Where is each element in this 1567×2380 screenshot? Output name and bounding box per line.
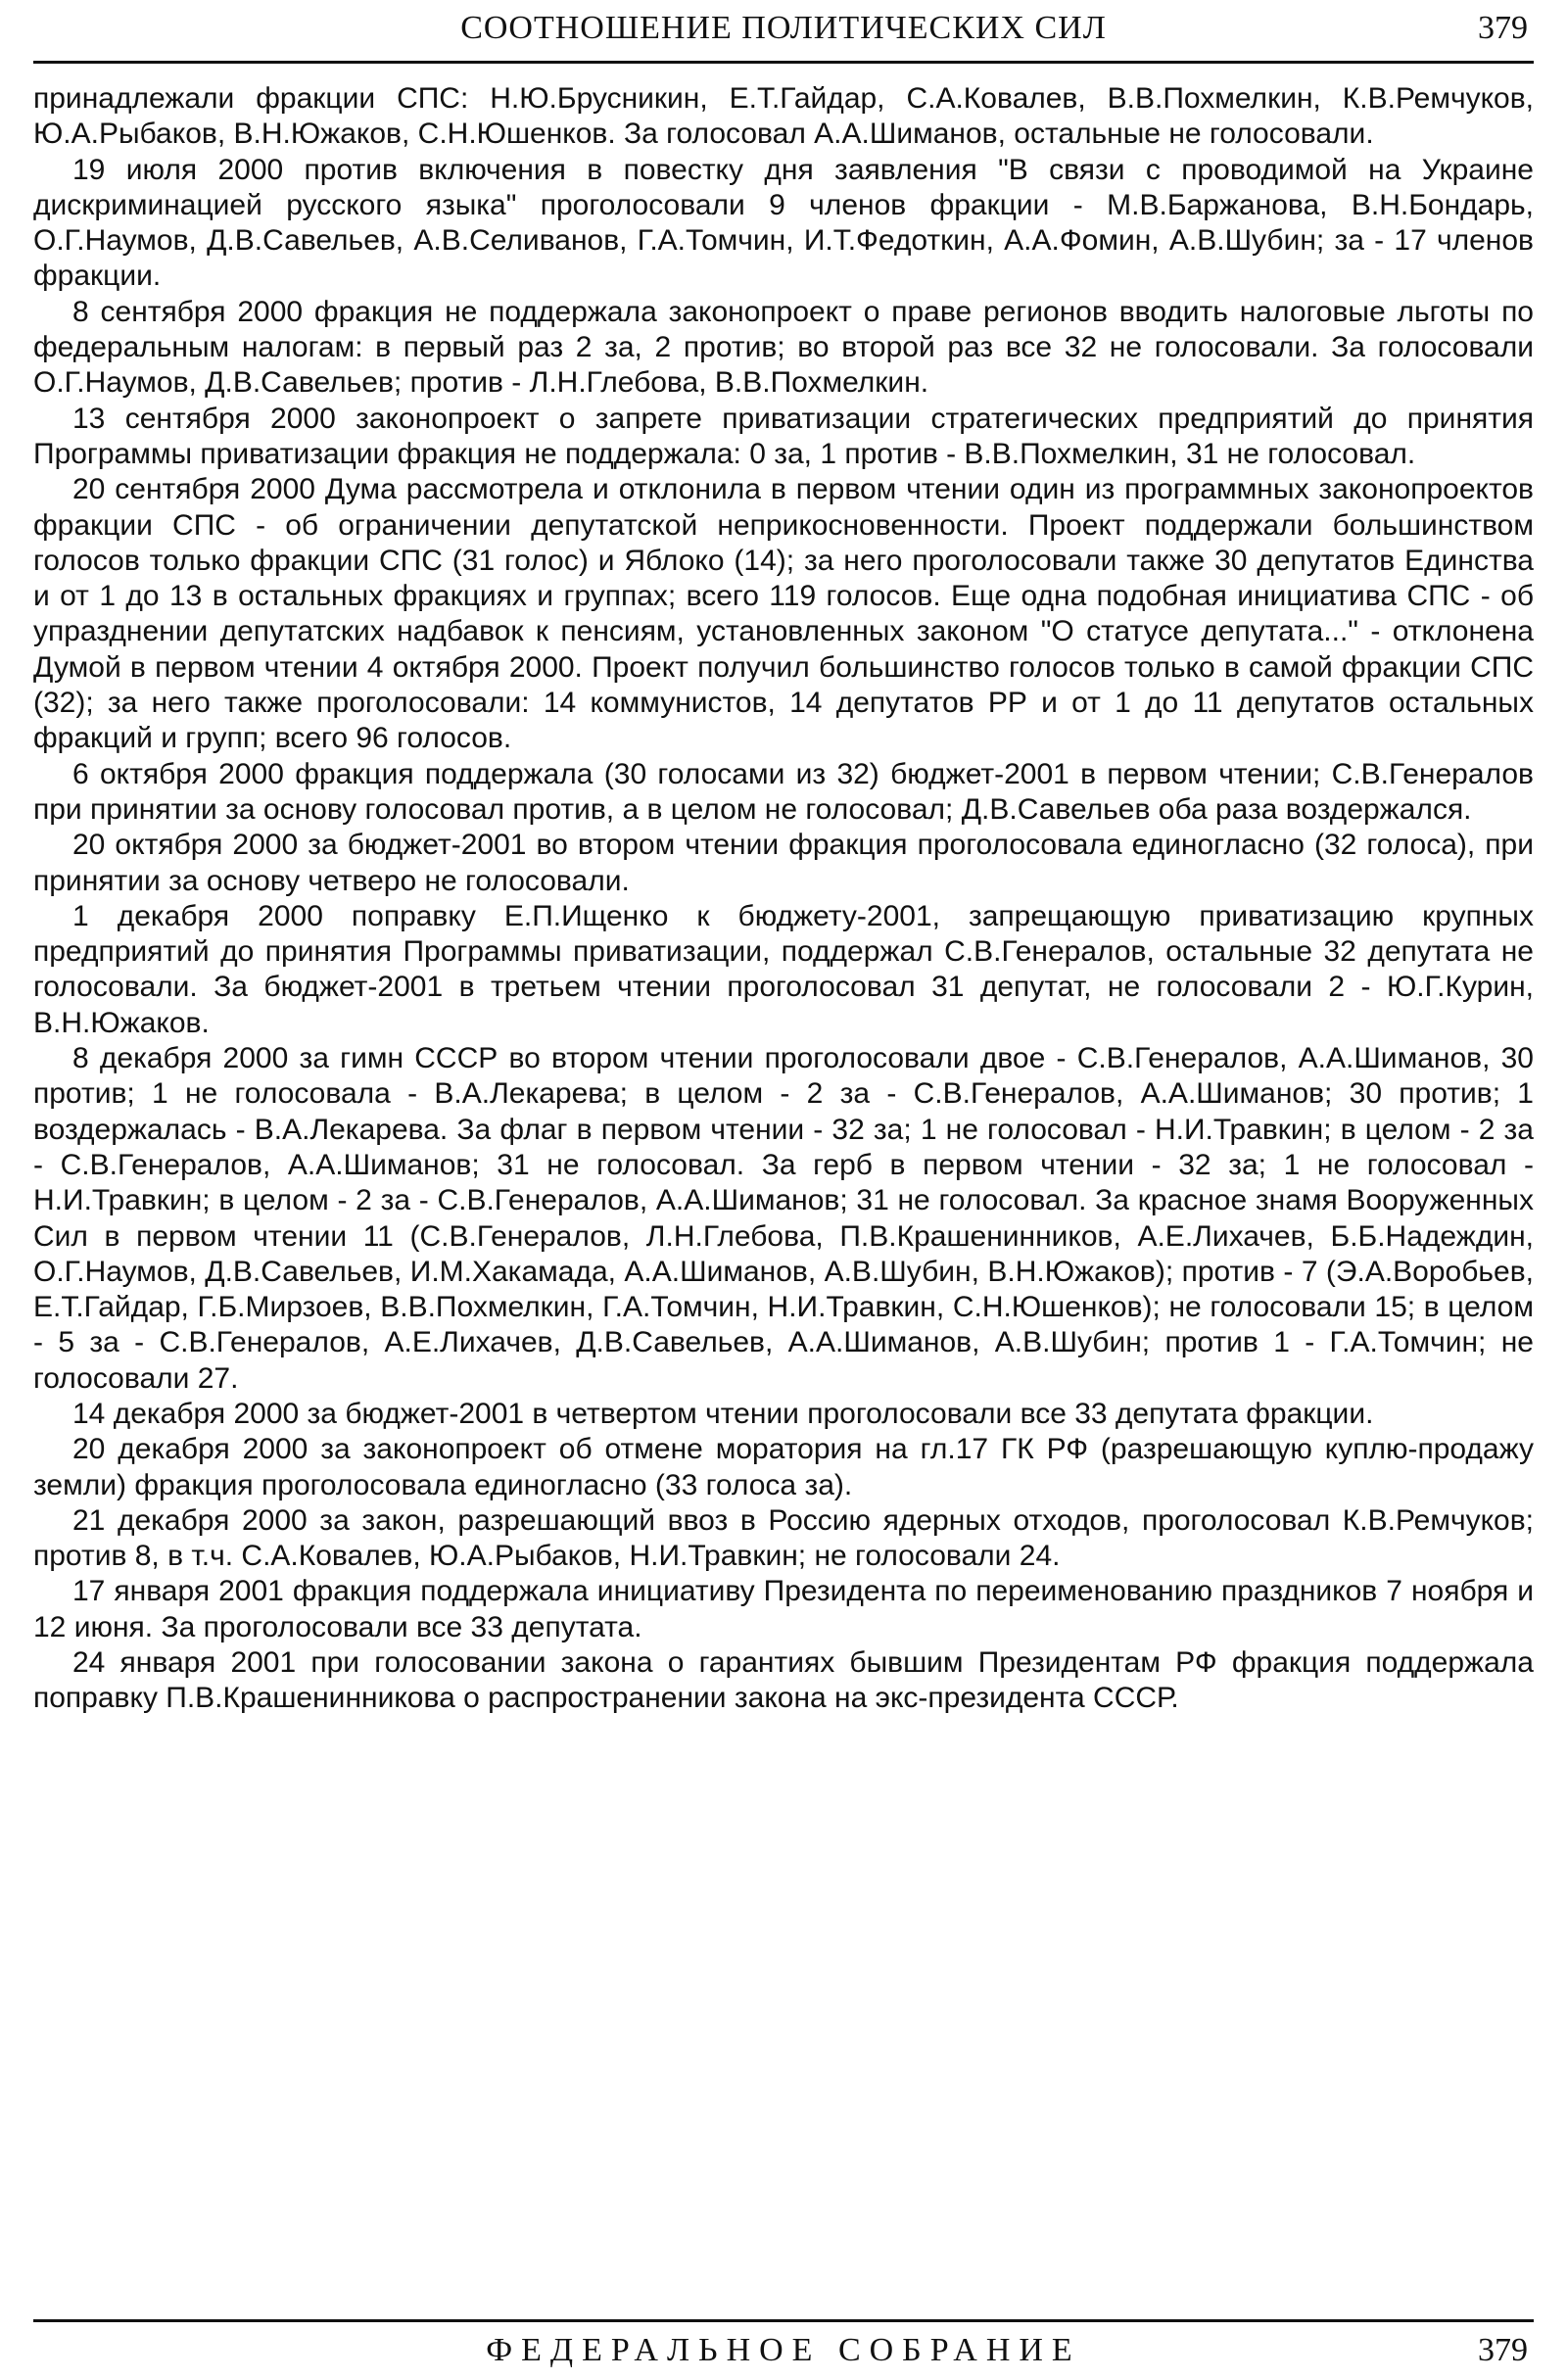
paragraph: принадлежали фракции СПС: Н.Ю.Брусникин, Е.Т.Гайдар, С.А.Ковалев, В.В.Похмелкин, К.В.Ремчуков, Ю.А.Рыбаков, В.Н.Южаков, С.Н.Юшенков. За голосовал А.А.Шиманов, остальные не голосовали. <box>33 82 1534 151</box>
running-header <box>33 0 1534 64</box>
paragraph: 20 сентября 2000 Дума рассмотрела и отклонила в первом чтении один из программных законопроектов фракции СПС - об ограничении депутатской неприкосновенности. Проект поддержали большинством голосов только фракции СПС (31 голос) и Яблоко (14); за него проголосовали также 30 депутатов Единства и от 1 до 13 в остальных фракциях и группах; всего 119 голосов. Еще одна подобная инициатива СПС - об упразднении депутатских надбавок к пенсиям, установленных законом "О статусе депутата..." - отклонена Думой в первом чтении 4 октября 2000. Проект получил большинство голосов только в самой фракции СПС (32); за него также проголосовали: 14 коммунистов, 14 депутатов РР и от 1 до 11 депутатов остальных фракций и групп; всего 96 голосов. <box>33 473 1534 755</box>
paragraph: 20 октября 2000 за бюджет-2001 во втором чтении фракция проголосовала единогласно (32 голоса), при принятии за основу четверо не голосовали. <box>33 829 1534 897</box>
document-page <box>33 0 1534 2377</box>
paragraph: 13 сентября 2000 законопроект о запрете приватизации стратегических предприятий до принятия Программы приватизации фракция не поддержала: 0 за, 1 против - В.В.Похмелкин, 31 не голосовал. <box>33 402 1534 470</box>
footer-title: ФЕДЕРАЛЬНОЕ СОБРАНИЕ <box>486 2332 1081 2368</box>
header-title: СООТНОШЕНИЕ ПОЛИТИЧЕСКИХ СИЛ <box>460 10 1107 46</box>
footer-page-number: 379 <box>1478 2332 1528 2368</box>
paragraph: 24 января 2001 при голосовании закона о гарантиях бывшим Президентам РФ фракция поддержала поправку П.В.Крашенинникова о распространении закона на экс-президента СССР. <box>33 1646 1534 1715</box>
running-footer <box>33 2319 1534 2380</box>
paragraph: 8 декабря 2000 за гимн СССР во втором чтении проголосовали двое - С.В.Генералов, А.А.Шиманов, 30 против; 1 не голосовала - В.А.Лекарева; в целом - 2 за - С.В.Генералов, А.А.Шиманов; 30 против; 1 воздержалась - В.А.Лекарева. За флаг в первом чтении - 32 за; 1 не голосовал - Н.И.Травкин; в целом - 2 за - С.В.Генералов, А.А.Шиманов; 31 не голосовал. За герб в первом чтении - 32 за; 1 не голосовал - Н.И.Травкин; в целом - 2 за - С.В.Генералов, А.А.Шиманов; 31 не голосовал. За красное знамя Вооруженных Сил в первом чтении 11 (С.В.Генералов, Л.Н.Глебова, П.В.Крашенинников, А.Е.Лихачев, Б.Б.Надеждин, О.Г.Наумов, Д.В.Савельев, И.М.Хакамада, А.А.Шиманов, А.В.Шубин, В.Н.Южаков); против - 7 (Э.А.Воробьев, Е.Т.Гайдар, Г.Б.Мирзоев, В.В.Похмелкин, Г.А.Томчин, Н.И.Травкин, С.Н.Юшенков); не голосовали 15; в целом - 5 за - С.В.Генералов, А.Е.Лихачев, Д.В.Савельев, А.А.Шиманов, А.В.Шубин; против 1 - Г.А.Томчин; не голосовали 27. <box>33 1042 1534 1395</box>
paragraph: 8 сентября 2000 фракция не поддержала законопроект о праве регионов вводить налоговые льготы по федеральным налогам: в первый раз 2 за, 2 против; во второй раз все 32 не голосовали. За голосовали О.Г.Наумов, Д.В.Савельев; против - Л.Н.Глебова, В.В.Похмелкин. <box>33 295 1534 400</box>
paragraph: 21 декабря 2000 за закон, разрешающий ввоз в Россию ядерных отходов, проголосовал К.В.Ремчуков; против 8, в т.ч. С.А.Ковалев, Ю.А.Рыбаков, Н.И.Травкин; не голосовали 24. <box>33 1503 1534 1573</box>
paragraph: 14 декабря 2000 за бюджет-2001 в четвертом чтении проголосовали все 33 депутата фракции. <box>72 1397 1374 1430</box>
paragraph: 1 декабря 2000 поправку Е.П.Ищенко к бюджету-2001, запрещающую приватизацию крупных предприятий до принятия Программы приватизации, поддержал С.В.Генералов, остальные 32 депутата не голосовали. За бюджет-2001 в третьем чтении проголосовал 31 депутат, не голосовали 2 - Ю.Г.Курин, В.Н.Южаков. <box>33 899 1534 1039</box>
body-text <box>33 81 1534 1717</box>
paragraph: 6 октября 2000 фракция поддержала (30 голосами из 32) бюджет-2001 в первом чтении; С.В.Генералов при принятии за основу голосовал против, а в целом не голосовал; Д.В.Савельев оба раза воздержался. <box>33 757 1534 826</box>
header-page-number: 379 <box>1478 10 1528 46</box>
paragraph: 17 января 2001 фракция поддержала инициативу Президента по переименованию праздников 7 ноября и 12 июня. За проголосовали все 33 депутата. <box>33 1575 1534 1643</box>
paragraph: 20 декабря 2000 за законопроект об отмене моратория на гл.17 ГК РФ (разрешающую куплю-продажу земли) фракция проголосовала единогласно (33 голоса за). <box>33 1433 1534 1501</box>
paragraph: 19 июля 2000 против включения в повестку дня заявления "В связи с проводимой на Украине дискриминацией русского языка" проголосовали 9 членов фракции - М.В.Баржанова, В.Н.Бондарь, О.Г.Наумов, Д.В.Савельев, А.В.Селиванов, Г.А.Томчин, И.Т.Федоткин, А.А.Фомин, А.В.Шубин; за - 17 членов фракции. <box>33 153 1534 293</box>
